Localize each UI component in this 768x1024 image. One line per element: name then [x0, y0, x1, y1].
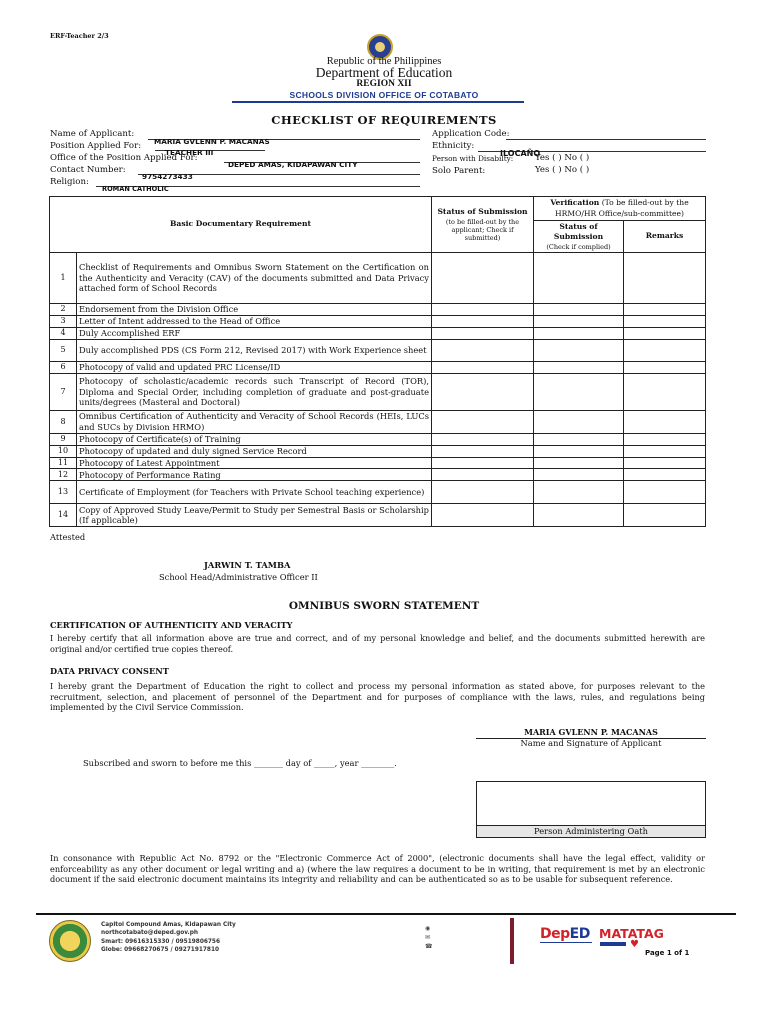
applicant-status-cell[interactable]	[432, 469, 534, 481]
contact-value: 9754273433	[142, 172, 193, 181]
col-remarks-header: Remarks	[624, 221, 706, 253]
religion-value: ROMAN CATHOLIC	[102, 185, 169, 193]
verification-status-cell[interactable]	[534, 469, 624, 481]
attested-role: School Head/Administrative Officer II	[159, 572, 318, 582]
table-row	[50, 252, 706, 303]
matatag-logo: MATATAG	[599, 926, 664, 941]
row-number: 12	[50, 469, 77, 481]
table-row	[50, 327, 706, 339]
row-requirement: Photocopy of scholastic/academic records such Transcript of Record (TOR), Diploma and Special Order, including completion of graduate and post-graduate units/degrees (Masteral and Doctoral)	[77, 373, 432, 410]
verification-status-cell[interactable]	[534, 433, 624, 445]
row-number: 14	[50, 504, 77, 527]
verification-status-cell[interactable]	[534, 445, 624, 457]
verification-status-cell[interactable]	[534, 252, 624, 303]
ethnicity-value: ILOCAÑO	[500, 149, 541, 158]
row-number: 5	[50, 339, 77, 361]
appcode-label: Application Code:	[432, 129, 510, 139]
oath-box[interactable]	[476, 781, 706, 838]
header-department: Department of Education	[315, 65, 453, 80]
table-row	[50, 303, 706, 315]
applicant-status-cell[interactable]	[432, 315, 534, 327]
ethnicity-label: Ethnicity:	[432, 141, 475, 151]
verification-status-cell[interactable]	[534, 504, 624, 527]
table-row	[50, 361, 706, 373]
verification-status-cell[interactable]	[534, 373, 624, 410]
applicant-status-cell[interactable]	[432, 433, 534, 445]
col-ver-status-header: Status of Submission (Check if complied)	[534, 221, 624, 253]
requirements-table	[49, 196, 706, 527]
cav-title: CERTIFICATION OF AUTHENTICITY AND VERACITY	[50, 620, 293, 630]
row-number: 13	[50, 481, 77, 504]
applicant-signature-name: MARIA GVLENN P. MACANAS	[476, 727, 706, 739]
verification-status-cell[interactable]	[534, 361, 624, 373]
footer-contact-block	[101, 921, 236, 955]
footer-rule	[36, 913, 736, 915]
footer-smart: Smart: 09616315330 / 09519806756	[101, 938, 220, 945]
row-requirement: Checklist of Requirements and Omnibus Sworn Statement on the Certification on the Authenticity and Veracity (CAV) of the documents submitted and Data Privacy attached form of School Records	[77, 252, 432, 303]
row-requirement: Duly Accomplished ERF	[77, 327, 432, 339]
remarks-cell[interactable]	[624, 457, 706, 468]
row-number: 3	[50, 315, 77, 327]
page-number: Page 1 of 1	[645, 949, 690, 957]
row-number: 2	[50, 303, 77, 315]
remarks-cell[interactable]	[624, 315, 706, 327]
footer-icons	[425, 924, 432, 951]
appcode-field[interactable]	[506, 129, 706, 140]
table-row	[50, 410, 706, 433]
verification-status-cell[interactable]	[534, 339, 624, 361]
remarks-cell[interactable]	[624, 410, 706, 433]
dpc-title: DATA PRIVACY CONSENT	[50, 666, 169, 676]
applicant-status-cell[interactable]	[432, 457, 534, 468]
applicant-status-cell[interactable]	[432, 339, 534, 361]
office-label: Office of the Position Applied For:	[50, 153, 198, 163]
table-row	[50, 373, 706, 410]
table-row	[50, 433, 706, 445]
header-republic: Republic of the Philippines	[326, 56, 442, 67]
remarks-cell[interactable]	[624, 504, 706, 527]
dpc-text: I hereby grant the Department of Education the right to collect and process my personal information as stated above, for purposes relevant to the recruitment, selection, and placement of personnel of the Department and for purposes of compliance with the laws, rules, and regulations being implemented by the Civil Service Commission.	[50, 681, 705, 713]
col-status-header: Status of Submission (to be filled-out by the applicant; Check if submitted)	[432, 197, 534, 253]
page-title: CHECKLIST OF REQUIREMENTS	[271, 113, 497, 127]
name-field[interactable]	[148, 129, 420, 146]
cav-text: I hereby certify that all information above are true and correct, and of my personal knowledge and belief, and the documents submitted herewith are original and/or certified true copies thereof.	[50, 633, 705, 654]
applicant-status-cell[interactable]	[432, 445, 534, 457]
name-label: Name of Applicant:	[50, 129, 135, 139]
remarks-cell[interactable]	[624, 373, 706, 410]
row-number: 8	[50, 410, 77, 433]
header-rule	[232, 101, 524, 103]
table-row	[50, 315, 706, 327]
religion-field[interactable]	[96, 176, 420, 193]
oath-label: Person Administering Oath	[477, 825, 705, 837]
row-number: 10	[50, 445, 77, 457]
row-requirement: Certificate of Employment (for Teachers with Private School teaching experience)	[77, 481, 432, 504]
row-requirement: Photocopy of Latest Appointment	[77, 457, 432, 468]
consonance-text: In consonance with Republic Act No. 8792 or the "Electronic Commerce Act of 2000", (electronic documents shall have the legal effect, validity or enforceability as any other document or legal writing and a) (where the law requires a document to be in writing, that requirement is met by an electronic document if the said electronic document maintains its integrity and reliability and can be authenticated so as to be usable for subsequent reference.	[50, 853, 705, 885]
form-code: ERF-Teacher 2/3	[50, 32, 109, 40]
row-number: 7	[50, 373, 77, 410]
heart-icon: ♥	[630, 939, 639, 950]
row-requirement: Duly accomplished PDS (CS Form 212, Revised 2017) with Work Experience sheet	[77, 339, 432, 361]
verification-status-cell[interactable]	[534, 481, 624, 504]
row-requirement: Photocopy of updated and duly signed Service Record	[77, 445, 432, 457]
soloparent-options[interactable]: Yes ( ) No ( )	[535, 165, 590, 175]
location-icon: ◉	[425, 925, 431, 932]
applicant-signature-label: Name and Signature of Applicant	[520, 738, 662, 748]
attested-label: Attested	[50, 532, 86, 542]
subscribed-text: Subscribed and sworn to before me this _______ day of _____, year ________.	[83, 758, 397, 768]
table-row	[50, 457, 706, 468]
verification-status-cell[interactable]	[534, 327, 624, 339]
row-requirement: Photocopy of valid and updated PRC License/ID	[77, 361, 432, 373]
remarks-cell[interactable]	[624, 252, 706, 303]
remarks-cell[interactable]	[624, 469, 706, 481]
deped-logo-underline	[540, 942, 592, 943]
verification-status-cell[interactable]	[534, 303, 624, 315]
remarks-cell[interactable]	[624, 433, 706, 445]
applicant-status-cell[interactable]	[432, 361, 534, 373]
applicant-status-cell[interactable]	[432, 481, 534, 504]
table-row	[50, 469, 706, 481]
disability-options[interactable]: Yes ( ) No ( )	[535, 153, 590, 163]
attested-name: JARWIN T. TAMBA	[204, 560, 291, 570]
applicant-status-cell[interactable]	[432, 303, 534, 315]
remarks-cell[interactable]	[624, 339, 706, 361]
matatag-logo-bar	[600, 942, 626, 946]
verification-status-cell[interactable]	[534, 457, 624, 468]
applicant-status-cell[interactable]	[432, 327, 534, 339]
header-division: SCHOOLS DIVISION OFFICE OF COTABATO	[289, 90, 479, 100]
row-requirement: Omnibus Certification of Authenticity and Veracity of School Records (HEIs, LUCs and SUCs by Division HRMO)	[77, 410, 432, 433]
applicant-status-cell[interactable]	[432, 504, 534, 527]
footer-divider	[510, 918, 514, 964]
position-field[interactable]	[155, 140, 265, 157]
row-requirement: Copy of Approved Study Leave/Permit to Study per Semestral Basis or Scholarship (If applicable)	[77, 504, 432, 527]
col-requirement-header: Basic Documentary Requirement	[50, 197, 432, 253]
remarks-cell[interactable]	[624, 481, 706, 504]
verification-status-cell[interactable]	[534, 410, 624, 433]
row-requirement: Endorsement from the Division Office	[77, 303, 432, 315]
remarks-cell[interactable]	[624, 303, 706, 315]
row-requirement: Photocopy of Performance Rating	[77, 469, 432, 481]
applicant-status-cell[interactable]	[432, 373, 534, 410]
row-number: 6	[50, 361, 77, 373]
row-number: 11	[50, 457, 77, 468]
disability-label: Person with Disabilty:	[432, 154, 514, 163]
name-value: MARIA GVLENN P. MACANAS	[154, 137, 270, 146]
division-logo-icon	[49, 920, 91, 962]
table-row	[50, 339, 706, 361]
phone-icon: ☎	[425, 943, 433, 950]
religion-label: Religion:	[50, 177, 89, 187]
row-number: 4	[50, 327, 77, 339]
footer-email[interactable]: northcotabato@deped.gov.ph	[101, 930, 199, 937]
soloparent-label: Solo Parent:	[432, 166, 486, 176]
col-verification-header: Verification (To be filled-out by the HRMO/HR Office/sub-committee)	[534, 197, 706, 221]
contact-label: Contact Number:	[50, 165, 126, 175]
remarks-cell[interactable]	[624, 445, 706, 457]
applicant-status-cell[interactable]	[432, 252, 534, 303]
table-row	[50, 504, 706, 527]
footer-address: Capitol Compound Amas, Kidapawan City	[101, 922, 236, 928]
row-number: 1	[50, 252, 77, 303]
remarks-cell[interactable]	[624, 327, 706, 339]
position-value: TEACHER III	[165, 148, 214, 157]
footer-globe: Globe: 09668270675 / 09271917810	[101, 947, 220, 954]
email-icon: ✉	[425, 934, 431, 941]
row-number: 9	[50, 433, 77, 445]
omnibus-title: OMNIBUS SWORN STATEMENT	[288, 600, 480, 612]
header-region: REGION XII	[356, 79, 412, 89]
table-row	[50, 445, 706, 457]
deped-logo: DepED	[540, 926, 590, 942]
table-row	[50, 481, 706, 504]
contact-field[interactable]	[138, 164, 420, 181]
verification-status-cell[interactable]	[534, 315, 624, 327]
row-requirement: Photocopy of Certificate(s) of Training	[77, 433, 432, 445]
remarks-cell[interactable]	[624, 361, 706, 373]
office-value: DEPED AMAS, KIDAPAWAN CITY	[228, 160, 358, 169]
position-label: Position Applied For:	[50, 141, 142, 151]
applicant-status-cell[interactable]	[432, 410, 534, 433]
office-field[interactable]	[224, 152, 420, 169]
row-requirement: Letter of Intent addressed to the Head of Office	[77, 315, 432, 327]
